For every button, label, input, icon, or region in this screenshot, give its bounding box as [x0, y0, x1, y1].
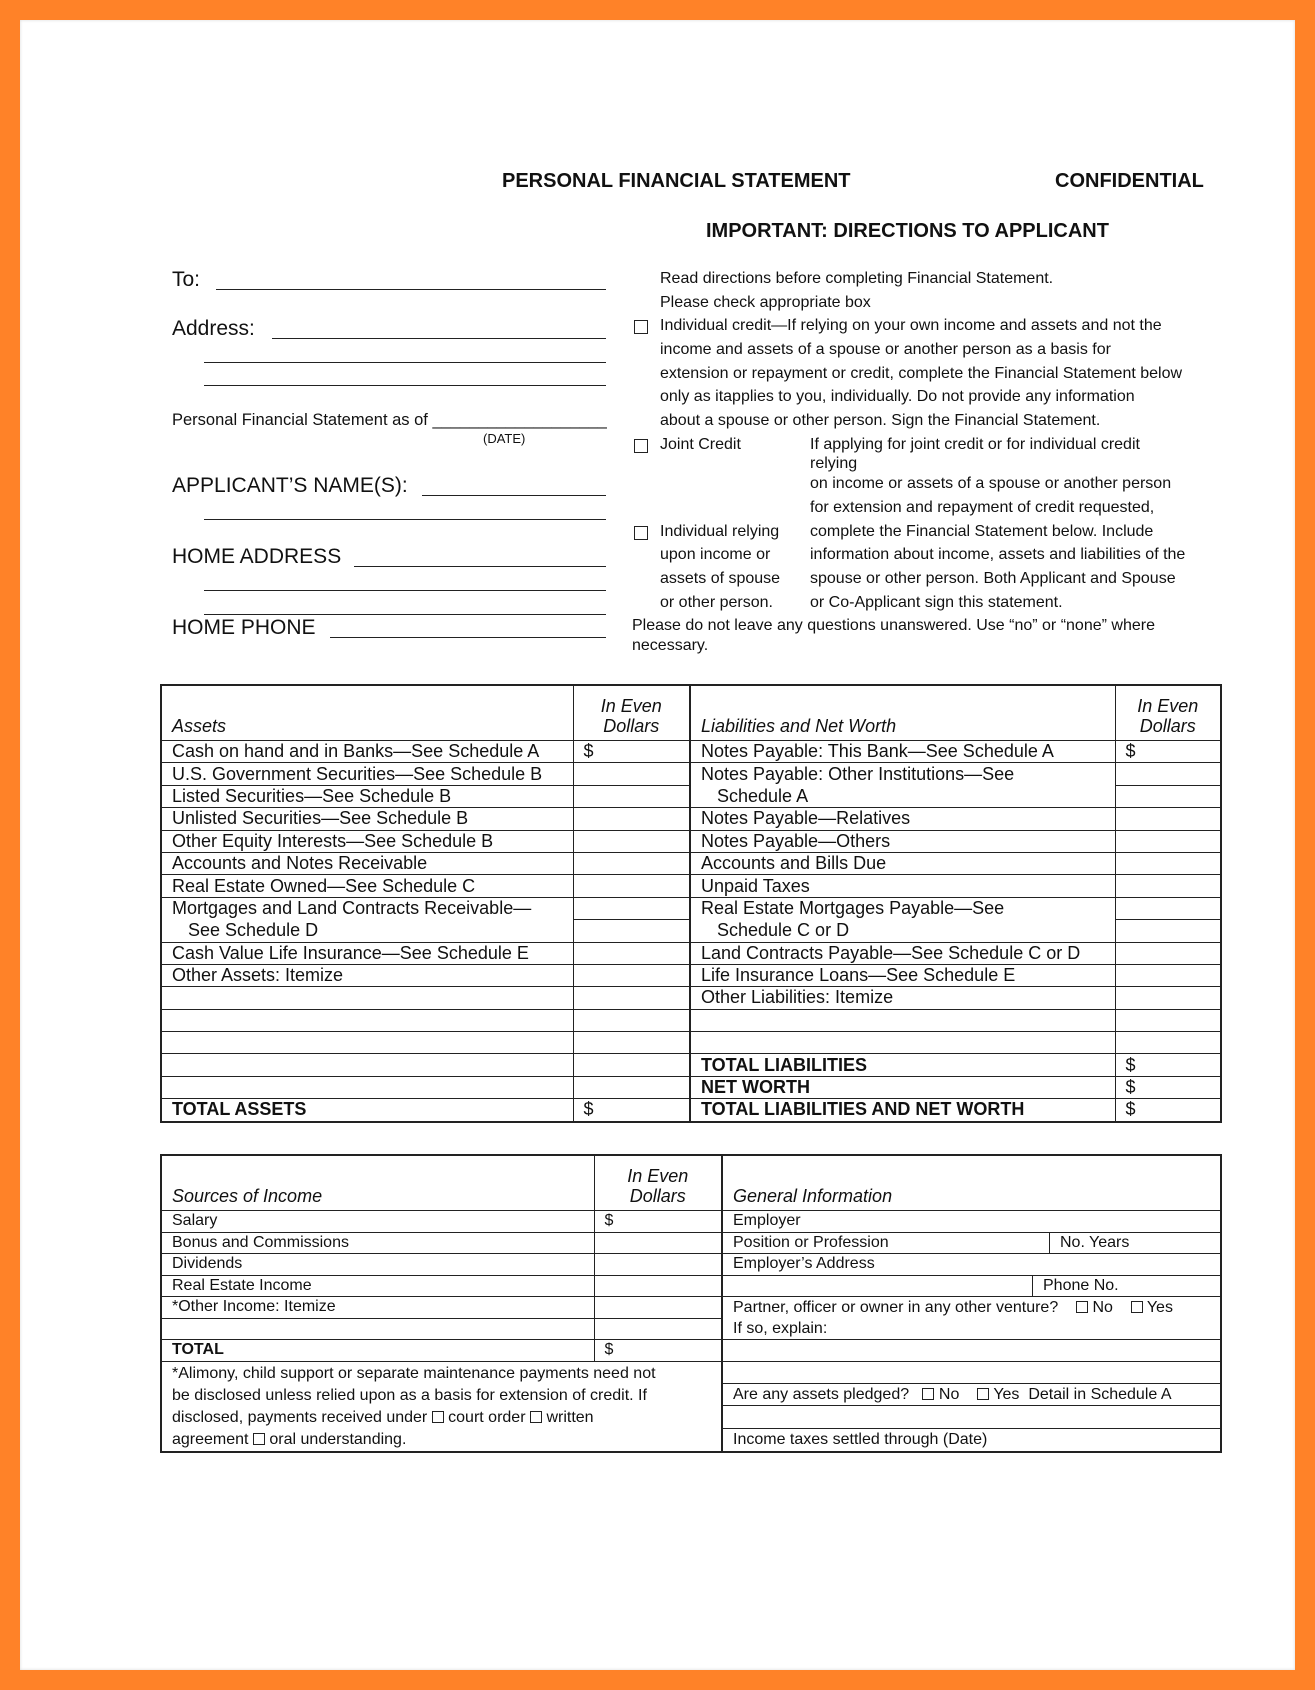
asset-value[interactable] — [573, 808, 690, 830]
liability-value[interactable] — [1115, 830, 1221, 852]
table-row — [161, 785, 1221, 807]
liability-value[interactable] — [1115, 763, 1221, 785]
income-general-table — [160, 1154, 1222, 1453]
net-worth-label: NET WORTH — [690, 1076, 1115, 1098]
individual-text-5: about a spouse or other person. Sign the Financial Statement. — [660, 412, 1101, 429]
asset-label: Other Assets: Itemize — [161, 964, 573, 986]
to-label: To: — [172, 268, 201, 291]
asset-value[interactable] — [573, 1054, 690, 1076]
table-row — [161, 942, 1221, 964]
confidential-label: CONFIDENTIAL — [1055, 170, 1204, 192]
asset-label: Listed Securities—See Schedule B — [161, 785, 573, 807]
asset-label: U.S. Government Securities—See Schedule B — [161, 763, 573, 785]
joint-text-2: relying — [810, 455, 858, 472]
to-field[interactable] — [216, 289, 606, 290]
individual-text-2: income and assets of a spouse or another person as a basis for — [660, 341, 1111, 358]
employer-address-line-2[interactable] — [723, 1276, 1032, 1297]
asset-value[interactable] — [573, 964, 690, 986]
asset-value[interactable] — [573, 1009, 690, 1031]
address-field-1[interactable] — [272, 338, 606, 339]
income-label: *Other Income: Itemize — [161, 1297, 594, 1319]
liability-value[interactable] — [1115, 852, 1221, 874]
joint-text-1: If applying for joint credit or for individual credit — [810, 436, 1140, 453]
liability-value[interactable] — [1115, 897, 1221, 919]
total-liabilities-label: TOTAL LIABILITIES — [690, 1054, 1115, 1076]
pledged-no-checkbox[interactable] — [922, 1388, 934, 1400]
directions-footer-1: Please do not leave any questions unanswered. Use “no” or “none” where — [632, 617, 1155, 634]
table-row — [161, 1254, 1221, 1276]
joint-text-3: on income or assets of a spouse or another person — [810, 475, 1172, 492]
date-caption: (DATE) — [483, 431, 526, 446]
directions-footer-2: necessary. — [632, 637, 709, 654]
table-row — [161, 830, 1221, 852]
individual-relying-checkbox[interactable] — [634, 526, 648, 540]
table-row — [161, 1361, 1221, 1383]
explain-line[interactable] — [722, 1340, 1221, 1362]
directions-line-1: Read directions before completing Financial Statement. — [660, 270, 1054, 287]
income-value[interactable]: $ — [594, 1211, 722, 1233]
table-row — [161, 875, 1221, 897]
income-label: Salary — [161, 1211, 594, 1233]
asset-label: Other Equity Interests—See Schedule B — [161, 830, 573, 852]
joint-credit-checkbox[interactable] — [634, 439, 648, 453]
asset-value[interactable] — [573, 942, 690, 964]
employer-address-field[interactable]: Employer’s Address — [722, 1254, 1221, 1276]
home-address-field-1[interactable] — [354, 566, 606, 567]
table-row — [161, 1076, 1221, 1098]
explain-label[interactable]: If so, explain: — [733, 1319, 828, 1337]
position-field[interactable]: Position or Profession — [733, 1233, 889, 1251]
partner-question — [722, 1297, 1221, 1319]
liabilities-header: Liabilities and Net Worth — [690, 685, 1115, 741]
written-checkbox[interactable] — [530, 1411, 542, 1423]
asset-value[interactable] — [573, 987, 690, 1009]
liability-label: Notes Payable—Relatives — [690, 808, 1115, 830]
home-phone-field[interactable] — [330, 637, 606, 638]
partner-question-text: Partner, officer or owner in any other venture? — [733, 1298, 1059, 1316]
individual-credit-checkbox[interactable] — [634, 320, 648, 334]
joint-text-8: or Co-Applicant sign this statement. — [810, 594, 1063, 611]
liability-label: Life Insurance Loans—See Schedule E — [690, 964, 1115, 986]
asset-label: Cash Value Life Insurance—See Schedule E — [161, 942, 573, 964]
individual-text-4: only as itapplies to you, individually. Do not provide any information — [660, 388, 1135, 405]
asset-value[interactable] — [573, 830, 690, 852]
phone-field[interactable]: Phone No. — [1032, 1276, 1220, 1297]
pledged-yes-checkbox[interactable] — [977, 1388, 989, 1400]
partner-no-checkbox[interactable] — [1076, 1301, 1088, 1313]
explain-line[interactable] — [722, 1361, 1221, 1383]
statement-as-of: Personal Financial Statement as of ___________________ — [172, 411, 607, 429]
liability-value[interactable] — [1115, 1032, 1221, 1054]
address-label: Address: — [172, 317, 255, 340]
asset-label: Accounts and Notes Receivable — [161, 852, 573, 874]
table-header-row — [161, 685, 1221, 741]
joint-credit-label: Joint Credit — [660, 436, 741, 453]
alimony-note — [161, 1361, 722, 1452]
asset-itemize-line[interactable] — [161, 1076, 573, 1098]
assets-dollars-header: In Even Dollars — [573, 685, 690, 741]
total-liabilities-net-worth-value[interactable]: $ — [1125, 1099, 1136, 1120]
pledged-question — [722, 1383, 1221, 1405]
table-header-row — [161, 1155, 1221, 1211]
total-liabilities-net-worth-label: TOTAL LIABILITIES AND NET WORTH — [690, 1099, 1115, 1122]
asset-itemize-line[interactable] — [161, 1054, 573, 1076]
court-order-checkbox[interactable] — [432, 1411, 444, 1423]
asset-label: Mortgages and Land Contracts Receivable— — [161, 897, 573, 919]
liability-label: Land Contracts Payable—See Schedule C or D — [690, 942, 1115, 964]
partner-no-label: No — [1092, 1298, 1113, 1316]
income-label: Bonus and Commissions — [161, 1232, 594, 1254]
liability-label: Real Estate Mortgages Payable—See — [690, 897, 1115, 919]
position-row — [722, 1232, 1221, 1254]
income-total-value[interactable]: $ — [594, 1340, 722, 1362]
income-value[interactable] — [594, 1232, 722, 1254]
liability-label: Unpaid Taxes — [690, 875, 1115, 897]
income-taxes-field[interactable]: Income taxes settled through (Date) — [733, 1430, 988, 1448]
net-worth-value[interactable]: $ — [1115, 1076, 1221, 1098]
address-field-3[interactable] — [204, 385, 606, 386]
table-row — [161, 1275, 1221, 1297]
relying-label-1: Individual relying — [660, 523, 780, 540]
liability-value[interactable] — [1115, 808, 1221, 830]
relying-label-2: upon income or — [660, 546, 771, 563]
years-field[interactable]: No. Years — [1049, 1233, 1220, 1254]
asset-value[interactable] — [573, 785, 690, 807]
note-line-1: *Alimony, child support or separate maintenance payments need not — [172, 1364, 656, 1382]
general-header: General Information — [722, 1155, 1221, 1211]
asset-value[interactable] — [573, 875, 690, 897]
liabilities-dollars-header: In Even Dollars — [1115, 685, 1221, 741]
asset-itemize-line[interactable] — [161, 987, 573, 1009]
liability-value[interactable] — [1115, 875, 1221, 897]
income-total-label: TOTAL — [161, 1340, 594, 1362]
sources-header: Sources of Income — [161, 1155, 594, 1211]
applicant-name-label: APPLICANT’S NAME(S): — [172, 474, 408, 497]
note-line-3: disclosed, payments received under court order written — [172, 1408, 594, 1426]
asset-label: Unlisted Securities—See Schedule B — [161, 808, 573, 830]
liability-value[interactable] — [1115, 987, 1221, 1009]
pledged-question-text: Are any assets pledged? — [733, 1385, 910, 1403]
address-field-2[interactable] — [204, 362, 606, 363]
liability-label: Notes Payable: Other Institutions—See — [690, 763, 1115, 785]
relying-label-3: assets of spouse — [660, 570, 781, 587]
liability-value[interactable] — [1115, 964, 1221, 986]
liability-itemize-line[interactable] — [690, 1009, 1115, 1031]
table-row — [161, 1099, 1221, 1122]
asset-value[interactable] — [573, 1032, 690, 1054]
income-value[interactable] — [594, 1318, 722, 1340]
asset-value[interactable] — [573, 920, 690, 942]
joint-text-4: for extension and repayment of credit requested, — [810, 499, 1155, 516]
liability-label: Other Liabilities: Itemize — [690, 987, 1115, 1009]
table-row — [161, 1318, 1221, 1340]
asset-label: Cash on hand and in Banks—See Schedule A — [161, 741, 573, 763]
asset-label: Real Estate Owned—See Schedule C — [161, 875, 573, 897]
asset-itemize-line[interactable] — [161, 1032, 573, 1054]
asset-itemize-line[interactable] — [161, 1009, 573, 1031]
directions-line-2: Please check appropriate box — [660, 294, 871, 311]
employer-field[interactable]: Employer — [722, 1211, 1221, 1233]
liability-value[interactable] — [1115, 920, 1221, 942]
home-address-field-3[interactable] — [204, 614, 606, 615]
home-phone-label: HOME PHONE — [172, 616, 316, 639]
income-dollars-header: In Even Dollars — [594, 1155, 722, 1211]
pledged-no-label: No — [938, 1385, 960, 1403]
liability-value[interactable] — [1115, 785, 1221, 807]
assets-header: Assets — [161, 685, 573, 741]
individual-text-1: Individual credit—If relying on your own income and assets and not the — [660, 317, 1162, 334]
asset-value[interactable] — [573, 897, 690, 919]
table-row — [161, 964, 1221, 986]
income-label: Real Estate Income — [161, 1275, 594, 1297]
assets-liabilities-table — [160, 684, 1222, 1123]
table-row — [161, 987, 1221, 1009]
phone-row — [722, 1275, 1221, 1297]
joint-text-7: spouse or other person. Both Applicant and Spouse — [810, 570, 1176, 587]
income-label: Dividends — [161, 1254, 594, 1276]
form-page — [20, 20, 1295, 1670]
liability-label: Schedule A — [690, 785, 1115, 807]
table-row — [161, 897, 1221, 919]
income-value[interactable] — [594, 1275, 722, 1297]
liability-value[interactable]: $ — [1115, 741, 1221, 763]
applicant-name-field-1[interactable] — [422, 495, 606, 496]
partner-yes-label: Yes — [1146, 1298, 1173, 1316]
relying-label-4: or other person. — [660, 594, 773, 611]
asset-value[interactable]: $ — [573, 741, 690, 763]
income-value[interactable] — [594, 1254, 722, 1276]
table-row — [161, 1009, 1221, 1031]
table-row — [161, 1211, 1221, 1233]
joint-text-6: information about income, assets and liabilities of the — [810, 546, 1186, 563]
pledged-detail: Detail in Schedule A — [1028, 1385, 1172, 1403]
pledged-yes-label: Yes — [993, 1385, 1020, 1403]
table-row — [161, 741, 1221, 763]
partner-yes-checkbox[interactable] — [1131, 1301, 1143, 1313]
liability-label: Notes Payable: This Bank—See Schedule A — [690, 741, 1115, 763]
note-line-4: agreement oral understanding. — [172, 1430, 407, 1448]
table-row — [161, 1232, 1221, 1254]
asset-value[interactable] — [573, 763, 690, 785]
table-row — [161, 1340, 1221, 1362]
oral-understanding-checkbox[interactable] — [253, 1433, 265, 1445]
income-itemize-line[interactable] — [161, 1318, 594, 1340]
table-row — [161, 763, 1221, 785]
asset-value[interactable] — [573, 1076, 690, 1098]
liability-label: Accounts and Bills Due — [690, 852, 1115, 874]
total-liabilities-value[interactable]: $ — [1115, 1054, 1221, 1076]
home-address-field-2[interactable] — [204, 590, 606, 591]
note-line-2: be disclosed unless relied upon as a basis for extension of credit. If — [172, 1386, 647, 1404]
applicant-name-field-2[interactable] — [204, 519, 606, 520]
directions-title: IMPORTANT: DIRECTIONS TO APPLICANT — [706, 220, 1109, 242]
liability-value[interactable] — [1115, 1009, 1221, 1031]
form-title: PERSONAL FINANCIAL STATEMENT — [502, 170, 851, 192]
liability-label: Schedule C or D — [690, 920, 1115, 942]
income-value[interactable] — [594, 1297, 722, 1319]
individual-text-3: extension or repayment or credit, complete the Financial Statement below — [660, 365, 1183, 382]
table-row — [161, 920, 1221, 942]
joint-text-5: complete the Financial Statement below. Include — [810, 523, 1154, 540]
table-row — [161, 1054, 1221, 1076]
home-address-label: HOME ADDRESS — [172, 545, 342, 568]
table-row — [161, 1032, 1221, 1054]
total-assets-label: TOTAL ASSETS — [161, 1099, 573, 1122]
liability-label: Notes Payable—Others — [690, 830, 1115, 852]
total-assets-value[interactable]: $ — [573, 1099, 690, 1122]
table-row — [161, 1297, 1221, 1319]
asset-label: See Schedule D — [161, 920, 573, 942]
table-row — [161, 852, 1221, 874]
pledged-detail-line[interactable] — [722, 1406, 1221, 1428]
asset-value[interactable] — [573, 852, 690, 874]
table-row — [161, 808, 1221, 830]
liability-value[interactable] — [1115, 942, 1221, 964]
liability-itemize-line[interactable] — [690, 1032, 1115, 1054]
